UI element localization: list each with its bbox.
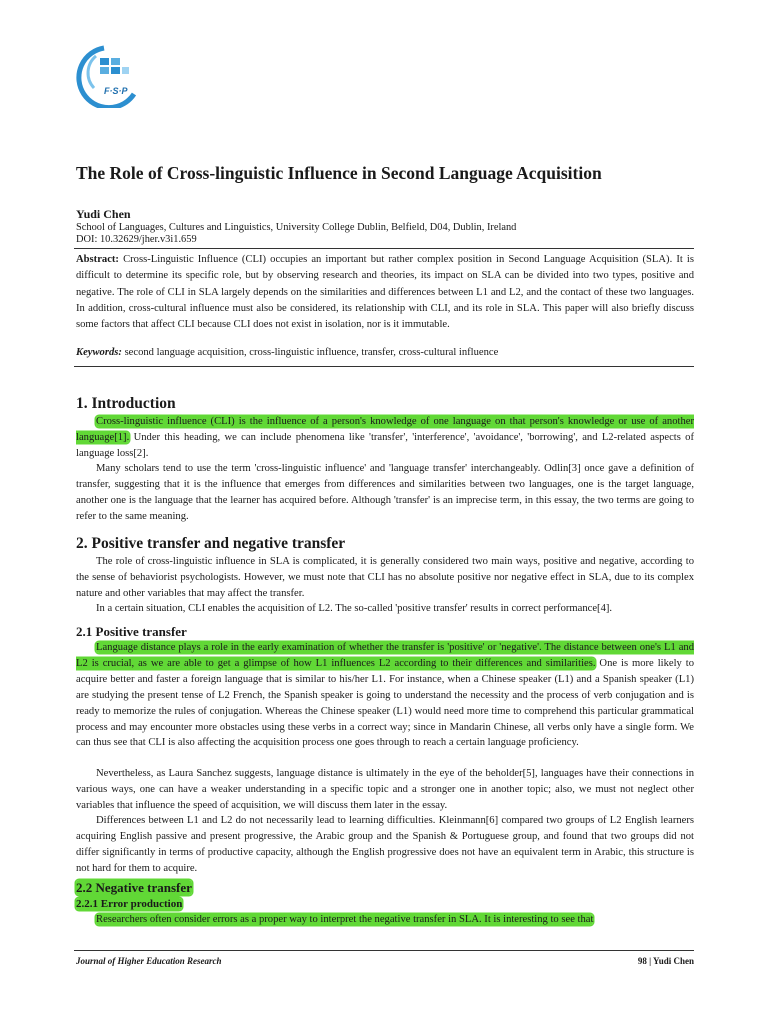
transfer-paragraph-1: The role of cross-linguistic influence in SLA is complicated, it is generally considered two main ways, positive and negative, according to the sense of behaviorist psychologists. However, we must note that CLI has no absolute positive nor negative effect in SLA, due to its complex nature and other variables that may affect the transfer. [76,556,694,599]
paragraph-text: One is more likely to acquire better and faster a foreign language that is similar to his/her L1. For instance, when a Chinese speaker (L1) and a Spanish speaker (L1) are studying the present tense of L2 French, the Spanish speaker is going to understand the necessity and the process of verb conjugation and is ready to memorize the rules of conjugation. Whereas the Chinese speaker (L1) would need more time to comprehend this particular grammatical process and may encounter more obstacles using these verbs in a correct way; since in Mandarin Chinese, all verbs only have a single form. We can thus see that CLI is also affecting the acquisition process one goes through to reach a certain language proficiency. [76,657,694,749]
author-name: Yudi Chen [76,207,131,221]
footer-page-number: 98 | Yudi Chen [637,956,694,966]
highlighted-text: Language distance plays a role in the early examination of whether the transfer is 'positive' or 'negative'. The distance between one's L1 and L2 is crucial, as we are able to get a glimpse of how L1 influences L2 according to their differences and similarities. [76,642,694,669]
abstract [76,252,694,333]
intro-paragraph-2: Many scholars tend to use the term 'cross-linguistic influence' and 'language transfer' interchangeably. Odlin[3] once gave a definition of transfer, suggesting that it is the influence that emerges from differences and similarities between two languages, one is the target language, another one is the language that the learner has acquired before. Although 'transfer' is an imprecise term, in this essay, the two terms are going to refer to the same meaning. [76,463,694,522]
positive-paragraph-1 [76,640,694,751]
fsp-logo-icon [74,42,152,108]
keywords-label: Keywords: [76,347,122,358]
intro-paragraph-1 [76,414,694,462]
abstract-bottom-rule [74,366,694,367]
abstract-text: Cross-Linguistic Influence (CLI) occupies an important but rather complex position in Second Language Acquisition (SLA). It is difficult to determine its specific role, but by observing research and theories, its impact on SLA can be divided into two types, positive and negative. The role of CLI in SLA largely depends on the similarities and differences between L1 and L2, and the contact of these two languages. In addition, cross-cultural influence must also be considered, its relationship with CLI, and its role in SLA. This paper will also briefly discuss some factors that affect CLI because CLI does not exist in isolation, nor is it immutable. [76,254,694,331]
keywords [76,347,694,358]
highlighted-text: Researchers often consider errors as a proper way to interpret the negative transfer in SLA. It is interesting to see that [96,914,594,925]
subsection-heading-negative-transfer [76,880,192,896]
section-heading-transfer: 2. Positive transfer and negative transfer [76,535,346,552]
keywords-text: second language acquisition, cross-linguistic influence, transfer, cross-cultural influence [124,347,499,358]
positive-paragraph-3: Differences between L1 and L2 do not necessarily lead to learning difficulties. Kleinmann[6] compared two groups of L2 English learners acquiring English passive and present progressive, the Arabic group and the Spanish & Portuguese group, and found that two groups did not differ significantly in terms of productive capacity, although the English progressive does not have an equivalent term in Arabic, this structure is not hard for them to acquire. [76,815,694,874]
author-affiliation: School of Languages, Cultures and Linguistics, University College Dublin, Belfield, D04, Dublin, Ireland [76,222,517,233]
paper-title: The Role of Cross-linguistic Influence in Second Language Acquisition [76,163,602,183]
footer-journal-name: Journal of Higher Education Research [76,956,222,966]
section-heading-introduction: 1. Introduction [76,395,176,412]
subsubsection-heading-error-production [76,898,182,910]
highlighted-text: Cross-linguistic influence (CLI) is the influence of a person's knowledge of one language on that person's knowledge or use of another language[1]. [76,416,694,443]
negative-paragraph-1 [76,912,694,928]
subsection-heading-positive-transfer: 2.1 Positive transfer [76,624,187,639]
paragraph-text: Under this heading, we can include phenomena like 'transfer', 'interference', 'avoidance', 'borrowing', and L2-related aspects of language loss[2]. [76,431,694,459]
footer-rule [74,950,694,951]
abstract-top-rule [74,248,694,249]
highlighted-heading: 2.2.1 Error production [76,898,183,910]
transfer-paragraph-2: In a certain situation, CLI enables the acquisition of L2. The so-called 'positive transfer' results in correct performance[4]. [96,603,613,614]
logo-text: F·S·P [104,86,128,96]
positive-paragraph-2: Nevertheless, as Laura Sanchez suggests, language distance is ultimately in the eye of the beholder[5], languages have their connections in various ways, one can have a weaker understanding in a specific topic and a stronger one in another topic; also, we must not neglect other variables that influence the speed of acquisition, we will discuss them later in the essay. [76,768,694,811]
doi-link[interactable]: DOI: 10.32629/jher.v3i1.659 [76,234,197,245]
highlighted-heading: 2.2 Negative transfer [76,880,192,895]
abstract-label: Abstract: [76,254,119,265]
publisher-logo [74,42,152,108]
